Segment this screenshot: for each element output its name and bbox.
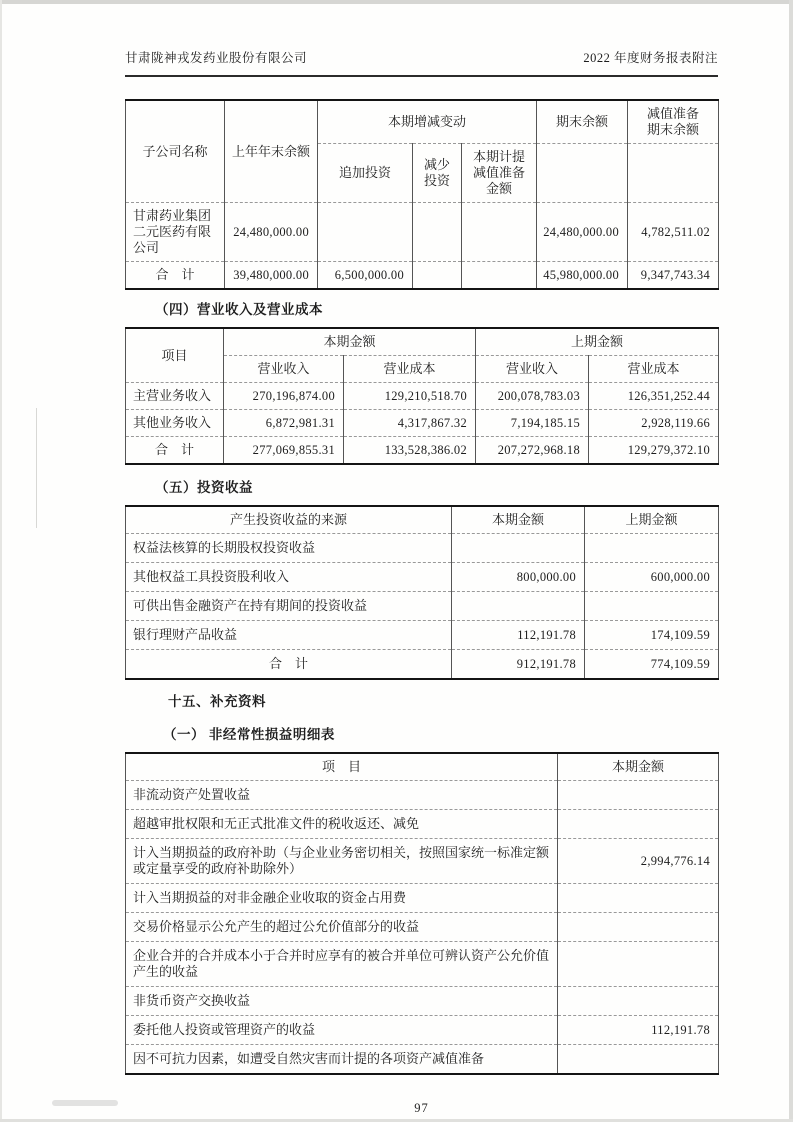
table-cell: 2,994,776.14 [558,839,719,884]
table-row [126,1016,719,1045]
header-cell: 本期金额 [558,753,719,781]
header-cell: 期末余额 [537,100,628,144]
table-header-row [126,328,719,356]
table-cell [558,781,719,810]
table-cell: 非流动资产处置收益 [126,781,558,810]
table-cell [585,592,719,621]
table-cell: 非货币资产交换收益 [126,987,558,1016]
table-row [126,410,719,437]
header-cell: 本期金额 [452,506,585,534]
header-cell: 营业收入 [224,356,344,383]
table-cell: 112,191.78 [558,1016,719,1045]
table-cell: 权益法核算的长期股权投资收益 [126,534,452,563]
table-row [126,781,719,810]
table-cell [558,942,719,987]
table-row [126,1045,719,1075]
table-header-row [126,753,719,781]
table-cell: 24,480,000.00 [537,203,628,262]
table-cell: 45,980,000.00 [537,262,628,290]
table-cell: 合 计 [126,262,225,290]
table-cell: 甘肃药业集团二元医药有限公司 [126,203,225,262]
header-cell: 本期增减变动 [318,100,537,144]
table-row [126,987,719,1016]
header-cell-empty [628,144,719,203]
table-header-row [126,506,719,534]
header-cell: 营业收入 [476,356,589,383]
scan-fold-artifact [36,408,37,528]
table-row [126,810,719,839]
table-cell: 912,191.78 [452,650,585,680]
table-cell: 39,480,000.00 [225,262,318,290]
table-cell: 174,109.59 [585,621,719,650]
table-cell [452,592,585,621]
header-cell: 本期金额 [224,328,476,356]
table-header-row [126,100,719,144]
table-cell: 委托他人投资或管理资产的收益 [126,1016,558,1045]
table-cell: 774,109.59 [585,650,719,680]
table-cell: 200,078,783.03 [476,383,589,410]
table-cell: 主营业务收入 [126,383,224,410]
section-title-supplement: 十五、补充资料 [168,694,266,709]
table-cell: 4,782,511.02 [628,203,719,262]
table-cell: 600,000.00 [585,563,719,592]
scan-edge-left [0,0,2,1122]
subsidiary-investment-table [125,99,719,290]
header-cell-empty [537,144,628,203]
table-cell: 可供出售金融资产在持有期间的投资收益 [126,592,452,621]
table-cell: 6,872,981.31 [224,410,344,437]
header-cell: 项 目 [126,753,558,781]
table-cell: 9,347,743.34 [628,262,719,290]
table-cell [558,987,719,1016]
table-cell: 800,000.00 [452,563,585,592]
table-cell: 270,196,874.00 [224,383,344,410]
company-name: 甘肃陇神戎发药业股份有限公司 [125,51,308,65]
table-row [126,942,719,987]
scan-smudge-artifact [52,1100,118,1106]
table-cell: 计入当期损益的政府补助（与企业业务密切相关，按照国家统一标准定额或定量享受的政府补助除外） [126,839,558,884]
table-cell: 7,194,185.15 [476,410,589,437]
table-cell: 2,928,119.66 [589,410,719,437]
table-total-row [126,437,719,465]
header-cell: 上年年末余额 [225,100,318,203]
table-cell: 其他业务收入 [126,410,224,437]
header-cell: 产生投资收益的来源 [126,506,452,534]
header-cell: 追加投资 [318,144,413,203]
investment-income-table [125,505,719,680]
section-title-revenue: （四）营业收入及营业成本 [155,302,323,317]
header-cell: 项目 [126,328,224,383]
table-cell: 4,317,867.32 [344,410,476,437]
nonrecurring-items-table [125,752,719,1075]
header-cell: 上期金额 [585,506,719,534]
table-cell: 129,210,518.70 [344,383,476,410]
table-cell [318,203,413,262]
table-row [126,913,719,942]
page-number: 97 [414,1101,429,1115]
table-cell [413,203,462,262]
table-cell: 企业合并的合并成本小于合并时应享有的被合并单位可辨认资产公允价值产生的收益 [126,942,558,987]
table-row [126,592,719,621]
scan-edge-right [789,0,793,1122]
table-total-row [126,650,719,680]
table-cell: 207,272,968.18 [476,437,589,465]
table-cell [558,913,719,942]
table-cell: 合 计 [126,650,452,680]
table-cell: 其他权益工具投资股利收入 [126,563,452,592]
table-row [126,534,719,563]
report-title: 2022 年度财务报表附注 [583,51,718,65]
table-cell [558,810,719,839]
header-cell: 上期金额 [476,328,719,356]
header-cell: 营业成本 [344,356,476,383]
table-cell: 133,528,386.02 [344,437,476,465]
page-content [125,0,718,1116]
table-cell: 277,069,855.31 [224,437,344,465]
table-cell: 计入当期损益的对非金融企业收取的资金占用费 [126,884,558,913]
revenue-cost-table [125,327,719,465]
table-cell: 合 计 [126,437,224,465]
table-cell: 因不可抗力因素，如遭受自然灾害而计提的各项资产减值准备 [126,1045,558,1075]
table-cell [585,534,719,563]
table-cell [462,203,537,262]
header-cell: 减值准备 期末余额 [628,100,719,144]
section-subtitle-nonrecurring: （一） 非经常性损益明细表 [163,727,335,742]
table-row [126,884,719,913]
header-cell: 本期计提减值准备金额 [462,144,537,203]
table-row [126,839,719,884]
header-cell: 营业成本 [589,356,719,383]
table-row [126,621,719,650]
table-cell: 银行理财产品收益 [126,621,452,650]
table-cell: 超越审批权限和无正式批准文件的税收返还、减免 [126,810,558,839]
table-cell: 112,191.78 [452,621,585,650]
table-cell: 129,279,372.10 [589,437,719,465]
section-title-investment: （五）投资收益 [155,480,253,495]
table-cell: 126,351,252.44 [589,383,719,410]
table-cell [558,1045,719,1075]
table-cell: 交易价格显示公允产生的超过公允价值部分的收益 [126,913,558,942]
table-cell [558,884,719,913]
table-cell: 6,500,000.00 [318,262,413,290]
table-row [126,203,719,262]
table-row [126,563,719,592]
header-cell: 减少投资 [413,144,462,203]
table-total-row [126,262,719,290]
table-row [126,383,719,410]
table-cell [413,262,462,290]
document-header [125,48,718,77]
table-cell [452,534,585,563]
table-cell [462,262,537,290]
table-cell: 24,480,000.00 [225,203,318,262]
header-cell: 子公司名称 [126,100,225,203]
